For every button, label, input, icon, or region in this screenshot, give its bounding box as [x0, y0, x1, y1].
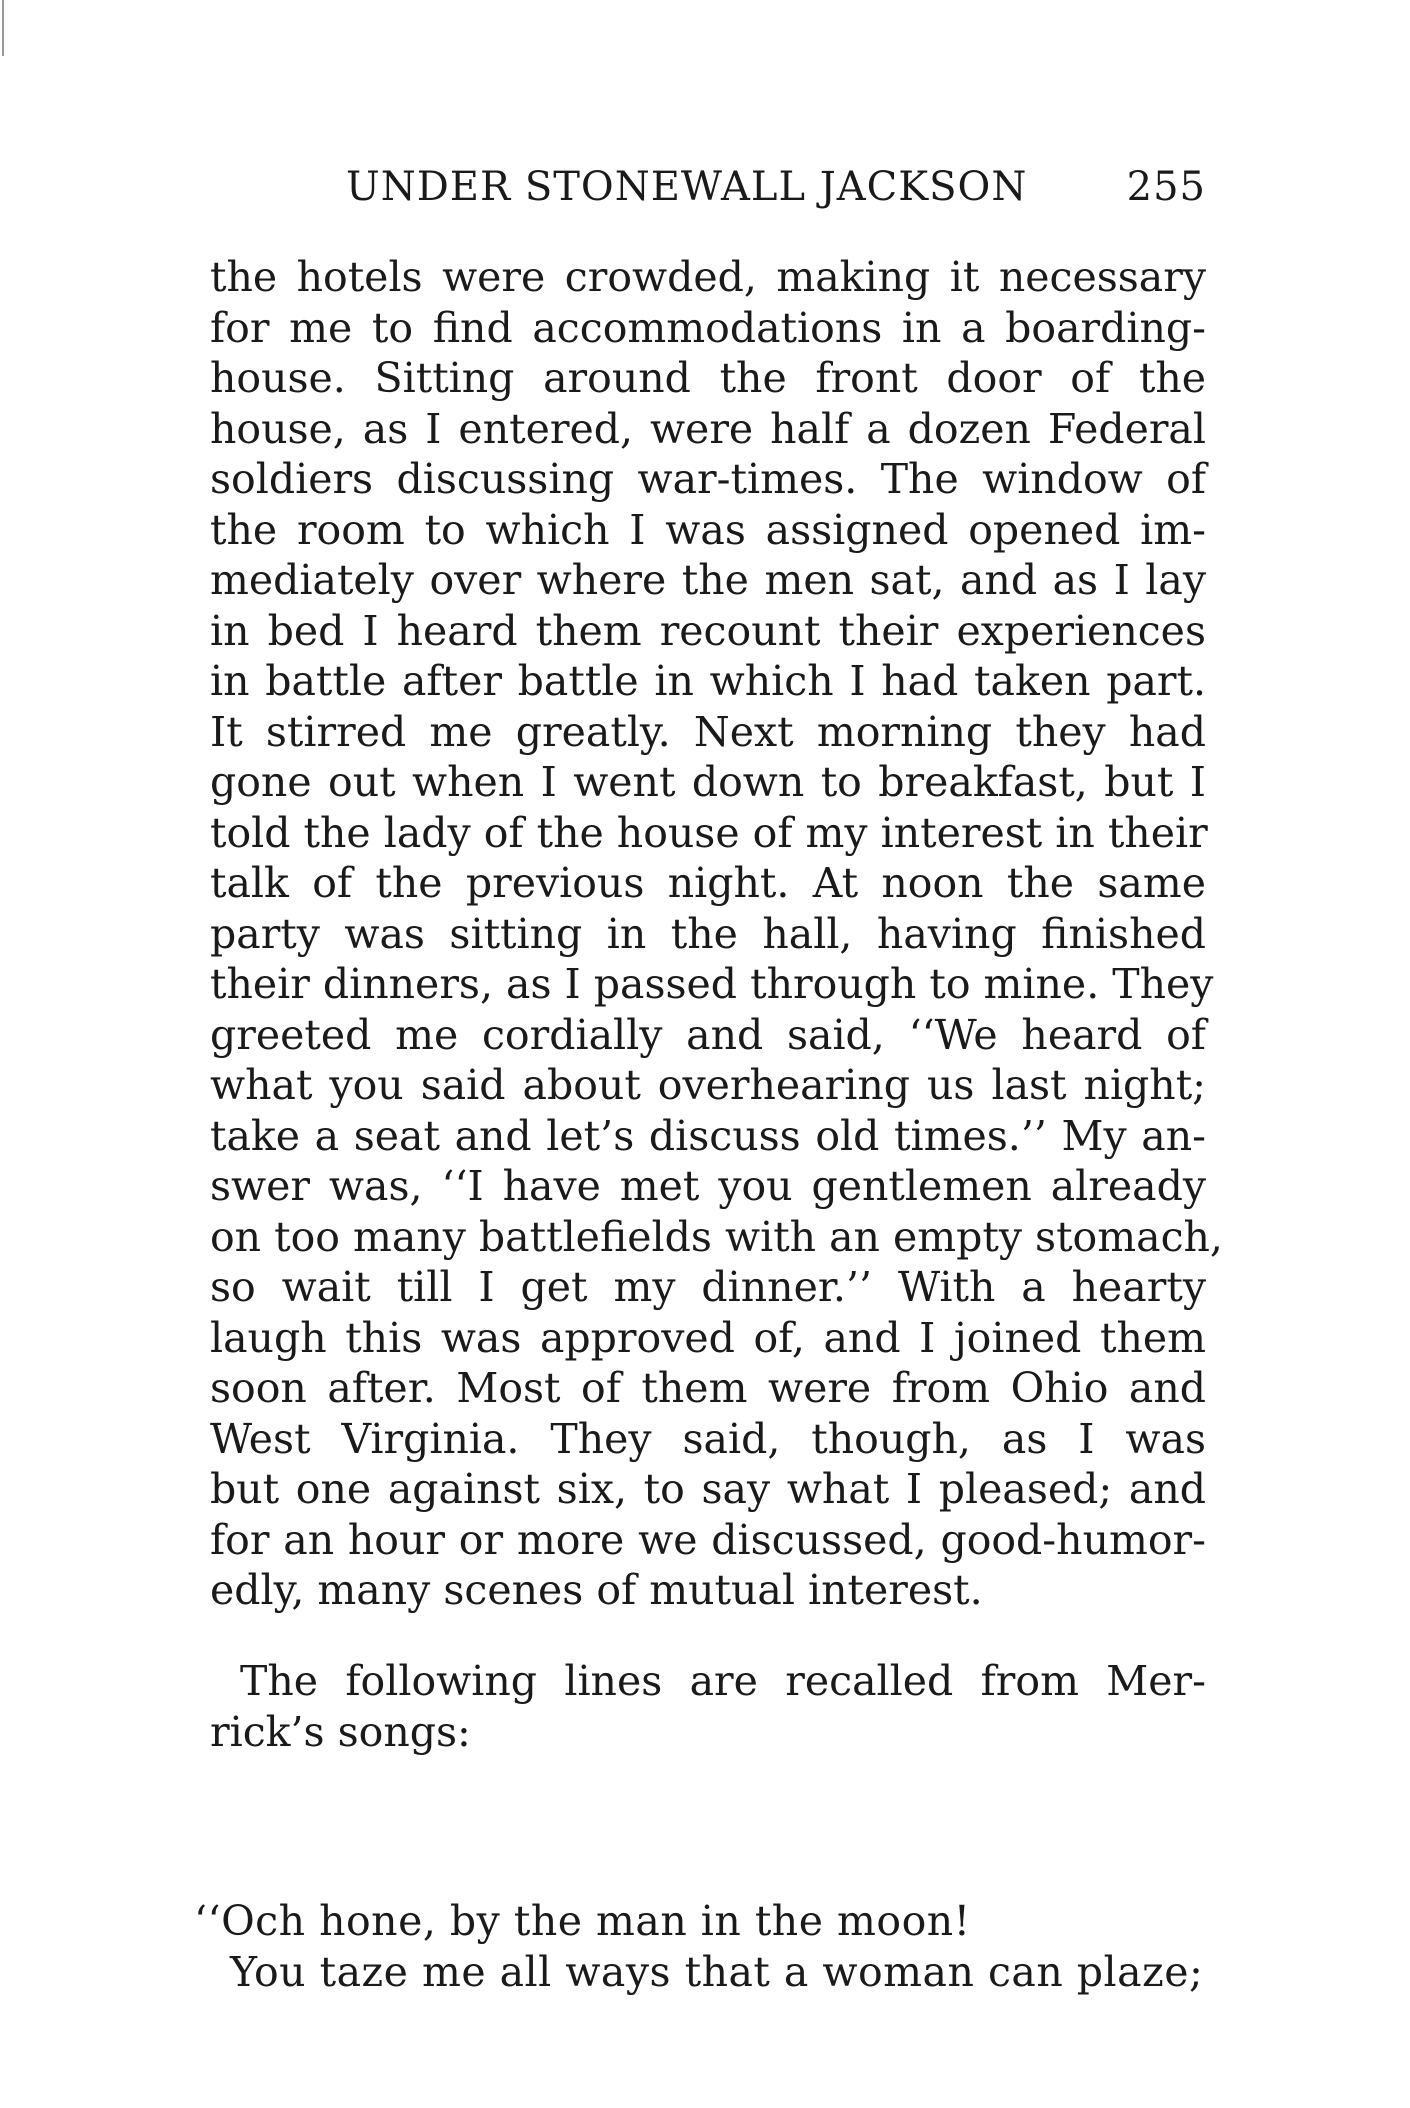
- verse-line: You taze me all ways that a woman can plaze;: [230, 1947, 1204, 1996]
- text-line: their dinners, as I passed through to mine. They: [210, 960, 1214, 1008]
- text-line: on too many battlefields with an empty stomach,: [210, 1212, 1223, 1261]
- text-line: take a seat and let’s discuss old times.’’ My an-: [210, 1111, 1206, 1160]
- paragraph-2: [210, 1656, 1206, 1757]
- text-line: edly, many scenes of mutual interest.: [210, 1566, 983, 1614]
- text-line: house. Sitting around the front door of the: [210, 354, 1206, 402]
- text-line: told the lady of the house of my interest in their: [210, 808, 1208, 857]
- text-line: West Virginia. They said, though, as I was: [210, 1414, 1206, 1463]
- text-line: It stirred me greatly. Next morning they had: [210, 707, 1206, 756]
- text-line: gone out when I went down to breakfast, but I: [210, 758, 1206, 806]
- text-line: the room to which I was assigned opened im-: [210, 505, 1206, 554]
- text-line: laugh this was approved of, and I joined them: [210, 1313, 1206, 1362]
- text-line: the hotels were crowded, making it necessary: [210, 253, 1206, 301]
- text-line: talk of the previous night. At noon the same: [210, 859, 1206, 907]
- text-line: swer was, ‘‘I have met you gentlemen already: [210, 1162, 1206, 1210]
- text-line: in battle after battle in which I had taken part.: [210, 657, 1206, 705]
- page-number: 255: [1126, 164, 1206, 210]
- text-line: greeted me cordially and said, ‘‘We heard of: [210, 1010, 1206, 1059]
- verse-quote: [194, 1896, 1206, 1997]
- text-line: The following lines are recalled from Mer-: [240, 1657, 1206, 1705]
- running-head: [346, 164, 1206, 216]
- verse-line: ‘‘Och hone, by the man in the moon!: [194, 1897, 971, 1945]
- text-line: what you said about overhearing us last night;: [210, 1061, 1206, 1109]
- text-line: for me to find accommodations in a boarding-: [210, 303, 1206, 352]
- text-line: but one against six, to say what I pleased; and: [210, 1465, 1206, 1513]
- text-line: party was sitting in the hall, having finished: [210, 909, 1206, 958]
- page-edge-mark: [2, 0, 4, 56]
- text-line: in bed I heard them recount their experiences: [210, 606, 1206, 655]
- text-line: house, as I entered, were half a dozen Federal: [210, 404, 1206, 453]
- paragraph-1: [210, 252, 1223, 1616]
- text-line: for an hour or more we discussed, good-humor-: [210, 1515, 1206, 1564]
- text-line: rick’s songs:: [210, 1707, 471, 1756]
- running-title: UNDER STONEWALL JACKSON: [346, 164, 1028, 210]
- text-line: mediately over where the men sat, and as I lay: [210, 556, 1206, 604]
- text-line: soon after. Most of them were from Ohio and: [210, 1364, 1206, 1412]
- text-line: soldiers discussing war-times. The window of: [210, 455, 1206, 503]
- text-line: so wait till I get my dinner.’’ With a hearty: [210, 1263, 1206, 1311]
